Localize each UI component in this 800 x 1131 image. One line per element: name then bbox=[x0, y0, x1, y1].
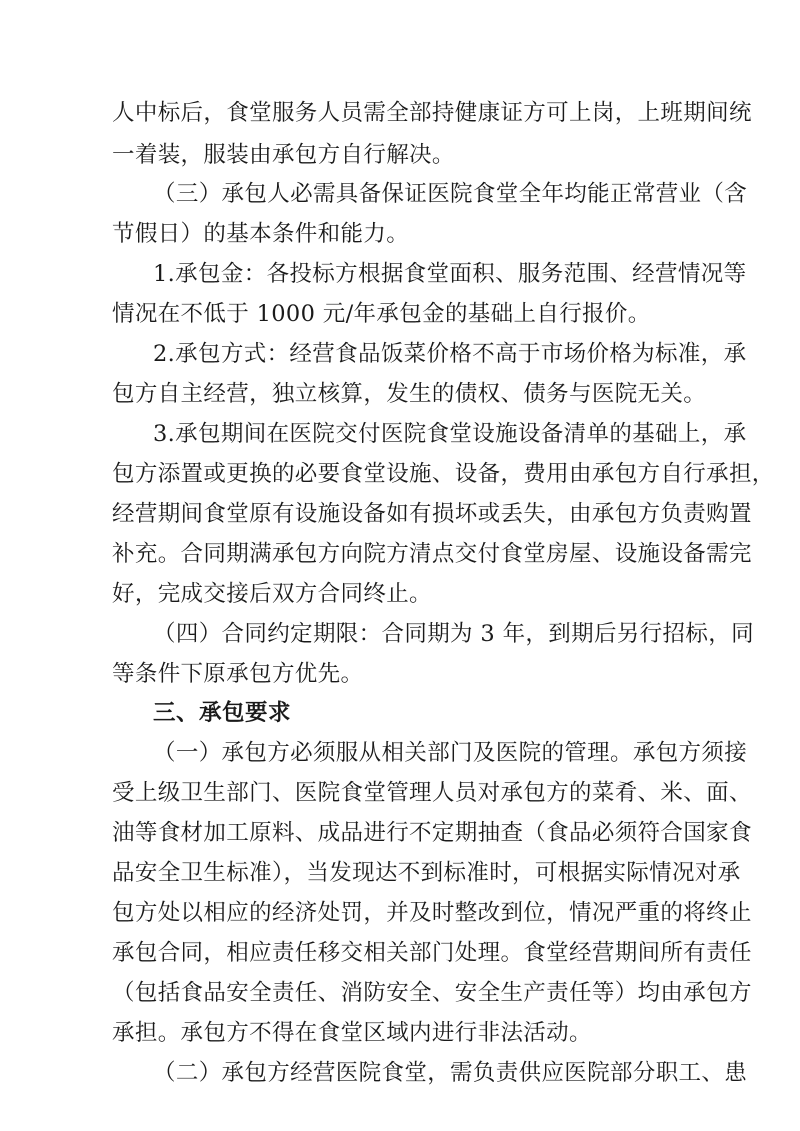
text-line: 一着装，服装由承包方自行解决。 bbox=[112, 142, 455, 168]
text-line: 3.承包期间在医院交付医院食堂设施设备清单的基础上，承 bbox=[153, 421, 747, 447]
text-line: 等条件下原承包方优先。 bbox=[112, 661, 364, 687]
text-line: 经营期间食堂原有设施设备如有损坏或丢失，由承包方负责购置 bbox=[112, 501, 752, 527]
text-line: （二）承包方经营医院食堂，需负责供应医院部分职工、患 bbox=[153, 1060, 748, 1086]
text-line: 人中标后，食堂服务人员需全部持健康证方可上岗，上班期间统 bbox=[112, 100, 752, 126]
text-line: 节假日）的基本条件和能力。 bbox=[112, 221, 410, 247]
text-line: 承担。承包方不得在食堂区域内进行非法活动。 bbox=[112, 1020, 592, 1046]
text-line: 1.承包金：各投标方根据食堂面积、服务范围、经营情况等 bbox=[153, 261, 747, 287]
text-line: 承包合同，相应责任移交相关部门处理。食堂经营期间所有责任 bbox=[112, 940, 752, 966]
text-line: 好，完成交接后双方合同终止。 bbox=[112, 581, 432, 607]
text-line: （包括食品安全责任、消防安全、安全生产责任等）均由承包方 bbox=[112, 980, 752, 1006]
text-line: 品安全卫生标准），当发现达不到标准时，可根据实际情况对承 bbox=[112, 860, 741, 886]
text-line: 包方添置或更换的必要食堂设施、设备，费用由承包方自行承担， bbox=[112, 461, 775, 487]
text-line: 2.承包方式：经营食品饭菜价格不高于市场价格为标准，承 bbox=[153, 341, 747, 367]
text-line: 包方自主经营，独立核算，发生的债权、债务与医院无关。 bbox=[112, 381, 707, 407]
text-line: （三）承包人必需具备保证医院食堂全年均能正常营业（含 bbox=[153, 181, 748, 207]
text-line: （四）合同约定期限：合同期为 3 年，到期后另行招标，同 bbox=[153, 621, 754, 647]
text-line: （一）承包方必须服从相关部门及医院的管理。承包方须接 bbox=[153, 740, 748, 766]
section-heading: 三、承包要求 bbox=[153, 700, 292, 726]
text-line: 包方处以相应的经济处罚，并及时整改到位，情况严重的将终止 bbox=[112, 900, 752, 926]
text-line: 油等食材加工原料、成品进行不定期抽查（食品必须符合国家食 bbox=[112, 820, 752, 846]
text-line: 情况在不低于 1000 元/年承包金的基础上自行报价。 bbox=[112, 301, 651, 327]
text-line: 受上级卫生部门、医院食堂管理人员对承包方的菜肴、米、面、 bbox=[112, 780, 752, 806]
text-line: 补充。合同期满承包方向院方清点交付食堂房屋、设施设备需完 bbox=[112, 541, 752, 567]
